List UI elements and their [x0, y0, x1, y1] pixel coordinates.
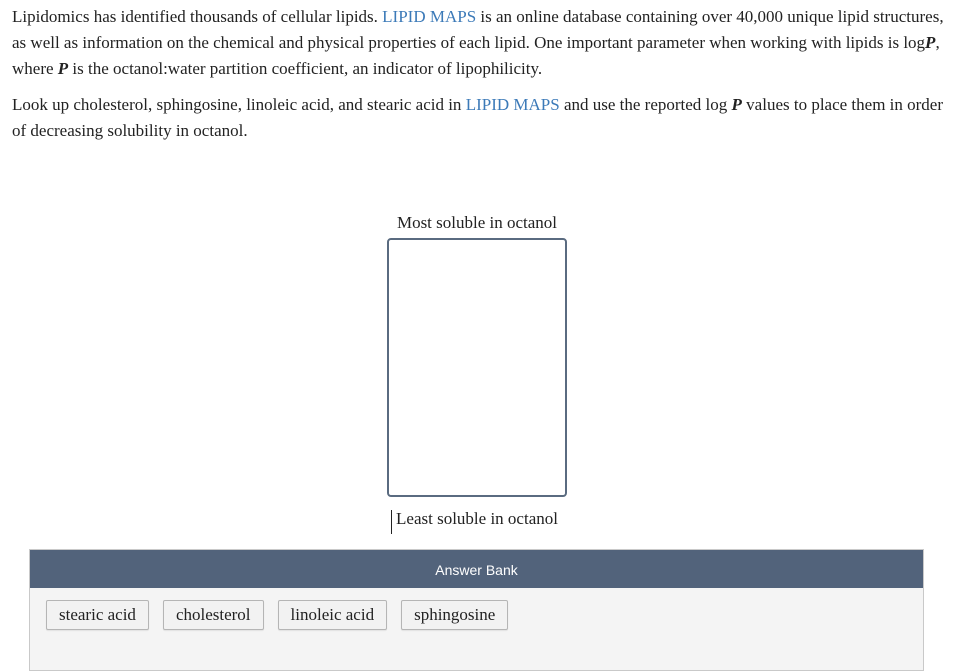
question-text-segment: and use the reported log [559, 95, 732, 114]
question-paragraph-2 [12, 92, 947, 144]
lipid-maps-link[interactable]: LIPID MAPS [465, 95, 560, 114]
ranking-drop-zone[interactable] [387, 238, 567, 497]
lipid-maps-link[interactable]: LIPID MAPS [382, 7, 477, 26]
question-text-segment: is the octanol:water partition coefficient, an indicator of lipophilicity. [68, 59, 543, 78]
answer-bank-items [46, 600, 508, 630]
most-soluble-label: Most soluble in octanol [396, 213, 558, 232]
variable-p: P [731, 95, 742, 114]
text-cursor [391, 510, 392, 534]
question-text-segment: is an online database containing over 40,000 unique lipid structures, as well as information on the chemical and physical properties of each lipid. One important parameter when working with lipids is log [12, 7, 944, 52]
question-text-segment: Lipidomics has identified thousands of cellular lipids. [12, 7, 383, 26]
question-text-segment: , where [12, 33, 940, 78]
question-text-segment: Look up cholesterol, sphingosine, linoleic acid, and stearic acid in [12, 95, 466, 114]
variable-p: P [925, 33, 936, 52]
answer-chip-linoleic-acid[interactable]: linoleic acid [278, 600, 388, 630]
question-text [12, 4, 947, 154]
answer-chip-cholesterol[interactable]: cholesterol [163, 600, 264, 630]
least-soluble-label: Least soluble in octanol [396, 509, 558, 528]
answer-chip-stearic-acid[interactable]: stearic acid [46, 600, 149, 630]
answer-bank-title: Answer Bank [30, 550, 923, 588]
answer-chip-sphingosine[interactable]: sphingosine [401, 600, 508, 630]
answer-bank [29, 549, 924, 671]
variable-p: P [57, 59, 69, 78]
question-paragraph-1 [12, 4, 947, 82]
question-text-segment: values to place them in order of decreasing solubility in octanol. [12, 95, 944, 140]
